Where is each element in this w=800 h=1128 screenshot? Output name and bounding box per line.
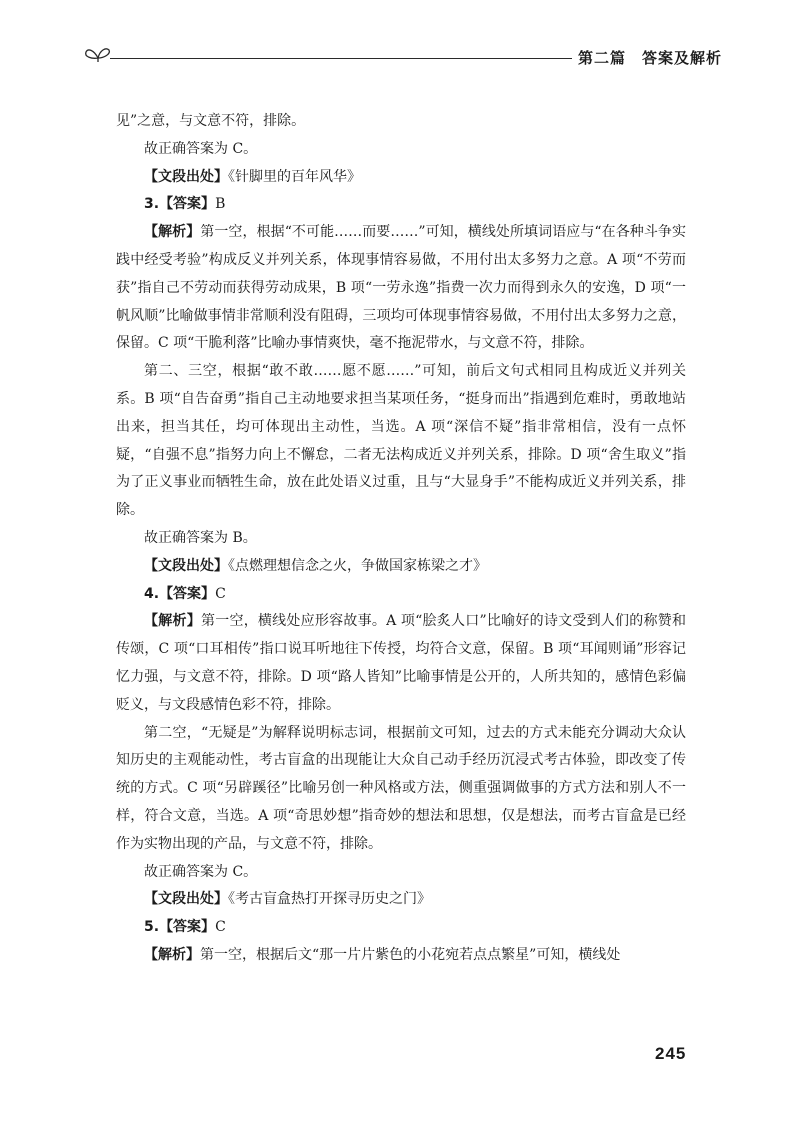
paragraph (116, 164, 686, 192)
paragraph (116, 358, 686, 525)
paragraph-text: C (215, 585, 226, 602)
paragraph-text: 第二空，“无疑是”为解释说明标志词，根据前文可知，过去的方式未能充分调动大众认知历史的主观能动性，考古盲盒的出现能让大众自己动手经历沉浸式考古体验，即改变了传统的方式。C 项“另辟蹊径”比喻另创一种风格或方法，侧重强调做事的方式方法和别人不一样，符合文意，当选。A 项“奇思妙想”指奇妙的想法和思想，仅是想法，而考古盲盒是已经作为实物出现的产品，与文意不符，排除。 (116, 724, 686, 852)
leaf-ornament-icon (82, 38, 118, 68)
paragraph (116, 720, 686, 859)
page-number: 245 (655, 1044, 687, 1063)
header-rule (110, 58, 572, 59)
paragraph-text: 第一空，根据后文“那一片片紫色的小花宛若点点繁星”可知，横线处 (200, 946, 621, 963)
paragraph-text: 第一空，横线处应形容故事。A 项“脍炙人口”比喻好的诗文受到人们的称赞和传颂，C 项“口耳相传”指口说耳听地往下传授，均符合文意，保留。B 项“耳闻则诵”形容记忆力强，与文意不符，排除。D 项“路人皆知”比喻事情是公开的，人所共知的，感情色彩偏贬义，与文段感情色彩不符，排除。 (116, 613, 687, 713)
question-number: 5. (144, 919, 160, 936)
paragraph-text: 第二、三空，根据“敢不敢……愿不愿……”可知，前后文句式相同且构成近义并列关系。B 项“自告奋勇”指自己主动地要求担当某项任务，“挺身而出”指遇到危难时，勇敢地站出来，担当其任，均可体现出主动性，当选。A 项“深信不疑”指非常相信，没有一点怀疑，“自强不息”指努力向上不懈怠，二者无法构成近义并列关系，排除。D 项“舍生取义”指为了正义事业而牺牲生命，放在此处语义过重，且与“大显身手”不能构成近义并列关系，排除。 (116, 363, 686, 519)
paragraph (116, 219, 686, 358)
paragraph-text: 故正确答案为 C。 (144, 863, 258, 880)
paragraph-text: 《点燃理想信念之火，争做国家栋梁之才》 (228, 557, 487, 574)
section-label: 【答案】 (159, 196, 216, 213)
section-label: 【解析】 (144, 224, 201, 241)
section-label: 【解析】 (144, 946, 200, 963)
question-number: 3. (144, 196, 160, 213)
paragraph (116, 886, 686, 914)
paragraph-text: 《针脚里的百年风华》 (228, 168, 361, 185)
paragraph (116, 108, 686, 136)
answer-text (116, 108, 686, 970)
paragraph (116, 191, 686, 219)
section-label: 【文段出处】 (144, 168, 228, 185)
paragraph-text: 故正确答案为 B。 (144, 529, 257, 546)
paragraph-text: 《考古盲盒热打开探寻历史之门》 (228, 891, 431, 908)
section-label: 【文段出处】 (144, 891, 228, 908)
question-number: 4. (144, 585, 160, 602)
paragraph (116, 914, 686, 942)
paragraph-text: B (215, 196, 226, 213)
paragraph (116, 859, 686, 887)
section-label: 【文段出处】 (144, 557, 228, 574)
paragraph (116, 608, 686, 719)
paragraph-text: 第一空，根据“不可能……而要……”可知，横线处所填词语应与“在各种斗争实践中经受考验”构成反义并列关系，体现事情容易做，不用付出太多努力之意。A 项“不劳而获”指自己不劳动而获得劳动成果，B 项“一劳永逸”指费一次力而得到永久的安逸，D 项“一帆风顺”比喻做事情非常顺利没有阻碍，三项均可体现事情容易做，不用付出太多努力之意，保留。C 项“干脆利落”比喻办事情爽快，毫不拖泥带水，与文意不符，排除。 (116, 224, 686, 352)
paragraph (116, 525, 686, 553)
section-label: 【答案】 (159, 919, 216, 936)
paragraph (116, 136, 686, 164)
paragraph (116, 581, 686, 609)
paragraph (116, 942, 686, 970)
paragraph (116, 553, 686, 581)
paragraph-text: 见”之意，与文意不符，排除。 (116, 113, 306, 129)
section-label: 【解析】 (144, 613, 201, 630)
section-label: 【答案】 (159, 585, 216, 602)
running-header (82, 38, 722, 68)
paragraph-text: 故正确答案为 C。 (144, 140, 258, 157)
paragraph-text: C (215, 919, 226, 936)
section-title: 第二篇 答案及解析 (577, 49, 722, 67)
